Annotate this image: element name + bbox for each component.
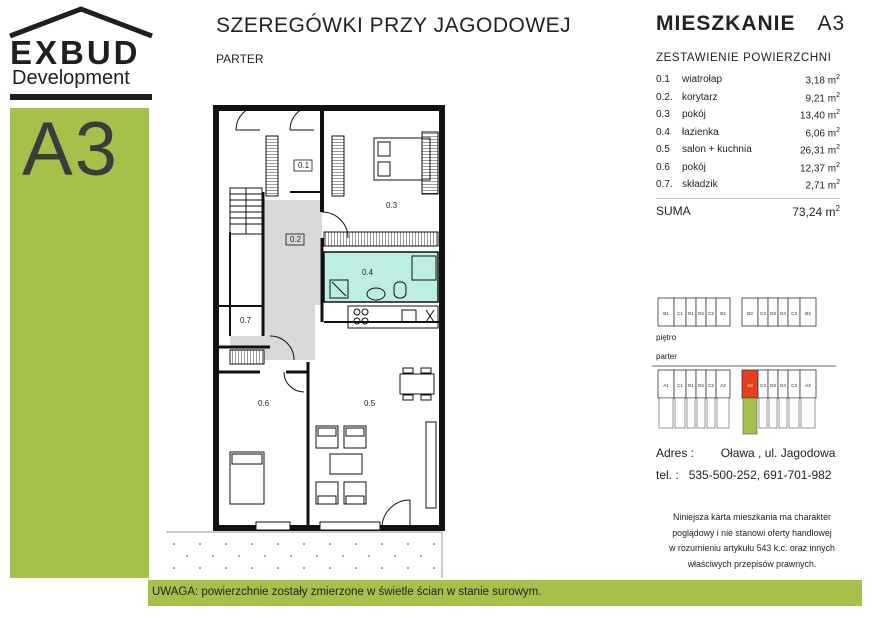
- apartment-label: MIESZKANIE: [656, 12, 796, 35]
- warning-text: powierzchnie zostały zmierzone w świetle ścian w stanie surowym.: [198, 586, 542, 598]
- key-plan-unit: [788, 298, 800, 326]
- page-title: SZEREGÓWKI PRZY JAGODOWEJ: [216, 14, 572, 37]
- phone-value: 535-500-252, 691-701-982: [688, 468, 832, 482]
- dining-table: [400, 368, 434, 400]
- apartment-code: A3: [817, 12, 846, 35]
- area-row: [656, 72, 840, 90]
- area-row-name: korytarz: [682, 91, 718, 103]
- key-plan-unit: [686, 298, 696, 326]
- key-plan-unit-label: C3: [760, 383, 766, 388]
- key-plan-ground-label: parter: [656, 352, 677, 361]
- area-row-name: łazienka: [682, 126, 719, 138]
- area-row-value: 3,18 $m^2$: [805, 74, 840, 87]
- warning-note: [152, 586, 541, 598]
- area-row: [656, 142, 840, 160]
- area-row-number: 0.5: [656, 144, 670, 155]
- area-row-name: składzik: [682, 179, 718, 190]
- disclaimer-line: Niniejsza karta mieszkania ma charakter: [673, 512, 831, 522]
- key-plan-unit: [696, 370, 706, 428]
- area-row-number: 0.3: [656, 109, 670, 120]
- address: [656, 446, 835, 460]
- key-plan: [650, 292, 840, 440]
- key-plan-unit: [778, 370, 788, 428]
- disclaimer: [652, 510, 852, 572]
- key-plan-unit: [716, 298, 730, 326]
- key-plan-unit-label: A3: [747, 383, 753, 388]
- key-plan-unit-label: C1: [677, 383, 683, 388]
- key-plan-unit-label: B2: [720, 311, 726, 316]
- key-plan-ground-floor: [652, 366, 836, 434]
- sum-label: SUMA: [656, 204, 691, 218]
- area-row-name: wiatrołap: [682, 74, 723, 85]
- key-plan-unit-label: C3: [760, 311, 766, 316]
- key-plan-unit-label: A1: [663, 383, 669, 388]
- key-plan-unit-label: B1: [663, 311, 669, 316]
- key-plan-unit-label: C1: [677, 311, 683, 316]
- area-row-value: 6,06 $m^2$: [805, 126, 840, 139]
- key-plan-unit-label: D2: [698, 383, 704, 388]
- room-label-0-4: 0.4: [362, 268, 374, 277]
- area-row-name: salon + kuchnia: [682, 144, 752, 155]
- key-plan-unit: [706, 370, 716, 428]
- area-row-value: 13,40 $m^2$: [799, 109, 840, 122]
- apartment-title: [656, 12, 845, 36]
- key-plan-unit: [758, 298, 768, 326]
- area-row-value: 12,37 $m^2$: [799, 161, 840, 174]
- area-row-value: 2,71 $m^2$: [805, 179, 840, 192]
- key-plan-unit: [758, 370, 768, 428]
- floor-label: PARTER: [216, 52, 264, 66]
- phone-label: tel. :: [656, 468, 679, 482]
- key-plan-unit: [768, 370, 778, 428]
- key-plan-unit-label: C2: [708, 383, 714, 388]
- key-plan-unit-label: C4: [791, 383, 797, 388]
- key-plan-unit: [768, 298, 778, 326]
- area-table: [656, 72, 840, 195]
- key-plan-unit-label: D1: [688, 383, 694, 388]
- room-label-0-5: 0.5: [364, 399, 376, 408]
- key-plan-unit-label: B3: [747, 311, 753, 316]
- area-row-number: 0.4: [656, 126, 670, 138]
- sum-value: 73,24 $m^2$: [792, 204, 840, 219]
- area-row: [656, 107, 840, 125]
- room-label-0-3: 0.3: [386, 201, 398, 210]
- key-plan-upper-floor: [658, 298, 816, 326]
- unit-badge: A3: [22, 107, 119, 192]
- key-plan-unit: [788, 370, 800, 428]
- kitchen-counter: [348, 306, 438, 328]
- key-plan-unit-label: A2: [720, 383, 726, 388]
- area-row-value: 26,31 $m^2$: [799, 144, 840, 157]
- disclaimer-line: właściwych przepisów prawnych.: [687, 558, 817, 569]
- key-plan-unit-label: C2: [708, 311, 714, 316]
- area-row-number: 0.1: [656, 74, 670, 85]
- area-row: [656, 177, 840, 195]
- area-table-title: ZESTAWIENIE POWIERZCHNI: [656, 52, 832, 64]
- key-plan-unit-label: D2: [698, 311, 704, 316]
- key-plan-unit-label: D3: [770, 383, 776, 388]
- brand-logo: [8, 6, 154, 102]
- single-bed: [230, 452, 264, 504]
- key-plan-unit: [696, 298, 706, 326]
- key-plan-unit: [742, 298, 758, 326]
- key-plan-unit: [706, 298, 716, 326]
- key-plan-unit: [658, 298, 674, 326]
- room-label-0-6: 0.6: [258, 399, 270, 408]
- area-row: [656, 160, 840, 178]
- address-label: Adres :: [656, 446, 695, 460]
- key-plan-unit: [800, 298, 816, 326]
- key-plan-unit-current: [742, 370, 758, 434]
- area-row-name: pokój: [682, 109, 706, 120]
- brand-name: EXBUD: [10, 34, 141, 71]
- key-plan-unit: [716, 370, 730, 428]
- key-plan-unit-label: D4: [780, 311, 786, 316]
- area-row-number: 0.7.: [656, 179, 673, 190]
- living-furniture: [316, 422, 436, 508]
- key-plan-unit: [778, 298, 788, 326]
- key-plan-unit-label: D1: [688, 311, 694, 316]
- key-plan-unit: [674, 298, 686, 326]
- key-plan-upper-label: piętro: [656, 333, 677, 342]
- key-plan-unit-label: D4: [780, 383, 786, 388]
- key-plan-unit-label: D3: [770, 311, 776, 316]
- key-plan-unit-label: B4: [805, 311, 811, 316]
- disclaimer-line: w rozumieniu artykułu 543 k.c. oraz innych: [669, 543, 835, 553]
- disclaimer-line: poglądowy i nie stanowi oferty handlowej: [672, 527, 832, 538]
- room-label-0-7: 0.7: [240, 316, 252, 325]
- area-row: [656, 125, 840, 143]
- key-plan-unit-label: C4: [791, 311, 797, 316]
- area-row-value: 9,21 $m^2$: [805, 91, 840, 104]
- area-row-name: pokój: [682, 161, 706, 173]
- phone: [656, 468, 831, 482]
- area-row-number: 0.2.: [656, 91, 673, 103]
- address-value: Oława , ul. Jagodowa: [720, 446, 836, 460]
- key-plan-unit: [658, 370, 674, 428]
- area-row: [656, 90, 840, 108]
- area-row-number: 0.6: [656, 161, 670, 173]
- floor-plan: [160, 100, 460, 578]
- warning-prefix: UWAGA:: [152, 586, 199, 598]
- area-sum: [656, 198, 840, 217]
- key-plan-unit: [674, 370, 686, 428]
- bathroom: [324, 252, 438, 302]
- room-label-0-2: 0.2: [290, 235, 302, 244]
- brand-subtitle: Development: [12, 67, 130, 89]
- key-plan-unit-label: A4: [805, 383, 811, 388]
- key-plan-unit: [800, 370, 816, 428]
- key-plan-unit: [686, 370, 696, 428]
- stairs: [230, 188, 262, 234]
- room-label-0-1: 0.1: [298, 161, 310, 170]
